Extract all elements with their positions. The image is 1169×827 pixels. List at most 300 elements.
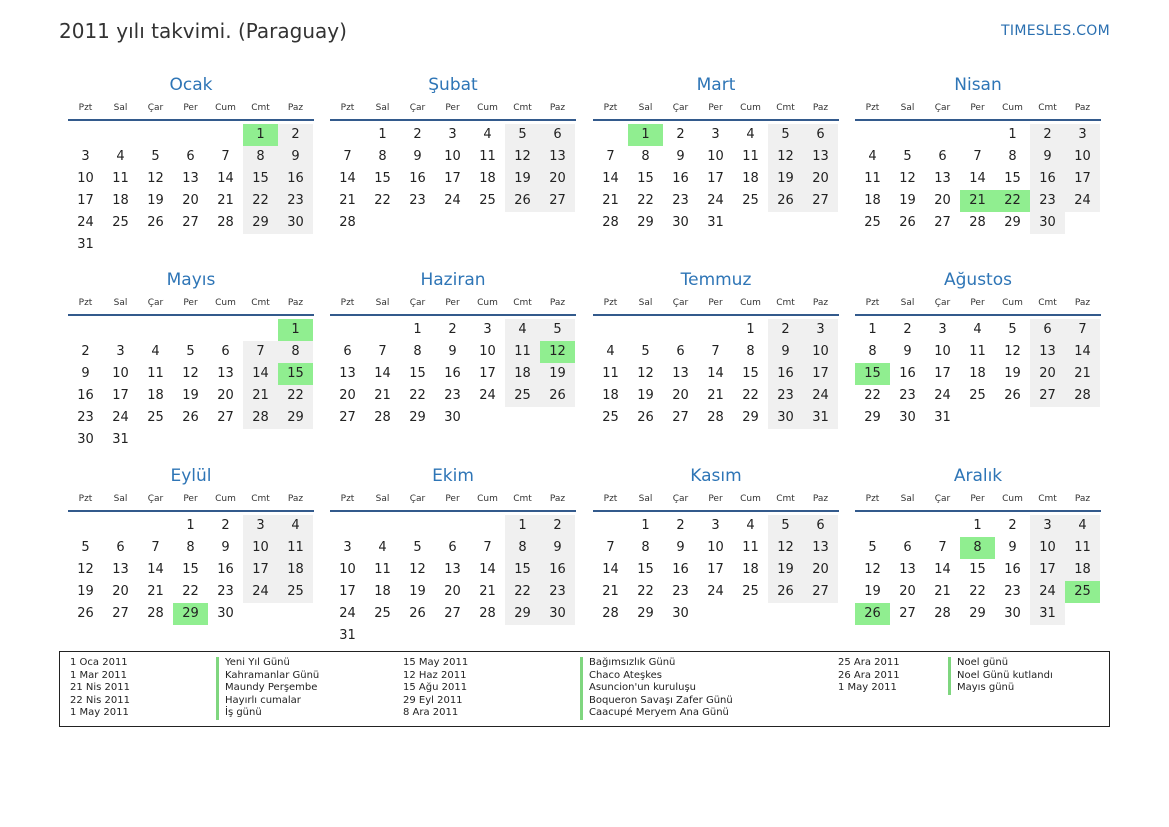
legend-names-column — [216, 657, 319, 720]
day-cell: 22 — [969, 584, 986, 599]
legend-date: 15 May 2011 — [403, 657, 469, 668]
day-grid — [855, 515, 1101, 625]
empty-cell — [855, 515, 890, 537]
day-cell: 2 — [278, 124, 313, 146]
day-cell: 21 — [374, 388, 391, 403]
day-cell: 2 — [413, 127, 422, 142]
day-cell: 10 — [934, 344, 951, 359]
day-cell: 7 — [606, 149, 615, 164]
day-cell: 13 — [540, 146, 575, 168]
weekday-label: Sal — [375, 494, 390, 504]
day-cell: 15 — [1004, 171, 1021, 186]
legend-date: 12 Haz 2011 — [403, 669, 467, 681]
day-cell: 5 — [868, 540, 877, 555]
weekday-label: Pzt — [603, 494, 618, 504]
day-cell: 7 — [378, 344, 387, 359]
day-cell: 7 — [606, 540, 615, 555]
day-cell: 1 — [641, 518, 650, 533]
day-cell: 11 — [742, 149, 759, 164]
day-cell: 8 — [868, 344, 877, 359]
legend-holiday-name: Boqueron Savaşı Zafer Günü — [580, 695, 733, 708]
weekday-label: Çar — [409, 103, 426, 113]
day-cell: 4 — [746, 127, 755, 142]
year-calendar — [68, 73, 1102, 643]
day-cell: 15 — [742, 366, 759, 381]
day-cell: 3 — [116, 344, 125, 359]
weekday-label: Paz — [1074, 494, 1091, 504]
weekday-label: Çar — [147, 103, 164, 113]
weekday-label: Per — [445, 298, 460, 308]
day-cell: 25 — [278, 581, 313, 603]
empty-cell — [68, 515, 103, 537]
day-cell: 24 — [339, 606, 356, 621]
day-cell: 15 — [409, 366, 426, 381]
day-cell: 4 — [116, 149, 125, 164]
day-cell: 5 — [186, 344, 195, 359]
day-cell: 22 — [409, 388, 426, 403]
empty-cell — [628, 319, 663, 341]
weekday-label: Cmt — [513, 494, 532, 504]
month-5 — [68, 268, 314, 451]
empty-cell — [138, 319, 173, 341]
month-title: Şubat — [428, 75, 478, 95]
day-cell: 28 — [374, 410, 391, 425]
weekday-header — [593, 488, 839, 512]
weekday-label: Cmt — [776, 298, 795, 308]
day-cell: 26 — [182, 410, 199, 425]
day-cell: 14 — [602, 562, 619, 577]
day-cell: 13 — [217, 366, 234, 381]
day-cell: 1 — [505, 515, 540, 537]
day-cell: 31 — [1030, 603, 1065, 625]
day-cell: 14 — [243, 363, 278, 385]
day-cell: 5 — [413, 540, 422, 555]
day-cell: 14 — [339, 171, 356, 186]
weekday-label: Sal — [375, 103, 390, 113]
day-cell: 11 — [479, 149, 496, 164]
weekday-label: Sal — [638, 494, 653, 504]
day-cell: 25 — [374, 606, 391, 621]
day-cell: 30 — [1030, 212, 1065, 234]
weekday-label: Paz — [812, 298, 829, 308]
day-cell: 7 — [711, 344, 720, 359]
day-cell: 13 — [112, 562, 129, 577]
day-cell: 30 — [444, 410, 461, 425]
day-cell: 15 — [278, 363, 313, 385]
day-cell: 22 — [637, 193, 654, 208]
empty-cell — [208, 124, 243, 146]
day-cell: 17 — [339, 584, 356, 599]
day-cell: 28 — [934, 606, 951, 621]
day-cell: 31 — [112, 432, 129, 447]
day-grid — [593, 319, 839, 429]
day-cell: 31 — [339, 628, 356, 643]
weekday-label: Cum — [477, 103, 498, 113]
day-cell: 10 — [1065, 146, 1100, 168]
day-cell: 23 — [278, 190, 313, 212]
day-cell: 16 — [444, 366, 461, 381]
weekday-label: Paz — [812, 103, 829, 113]
day-cell: 14 — [479, 562, 496, 577]
day-cell: 27 — [540, 190, 575, 212]
day-cell: 23 — [409, 193, 426, 208]
day-cell: 30 — [899, 410, 916, 425]
day-cell: 4 — [746, 518, 755, 533]
day-cell: 9 — [278, 146, 313, 168]
day-cell: 16 — [278, 168, 313, 190]
day-cell: 26 — [540, 385, 575, 407]
day-cell: 27 — [672, 410, 689, 425]
empty-cell — [68, 124, 103, 146]
weekday-label: Cmt — [1038, 494, 1057, 504]
month-title: Eylül — [170, 466, 212, 486]
day-cell: 3 — [1030, 515, 1065, 537]
day-cell: 25 — [505, 385, 540, 407]
weekday-header — [855, 488, 1101, 512]
day-cell: 4 — [378, 540, 387, 555]
weekday-label: Per — [445, 494, 460, 504]
day-cell: 25 — [147, 410, 164, 425]
weekday-label: Çar — [934, 298, 951, 308]
day-cell: 25 — [742, 584, 759, 599]
weekday-label: Cum — [740, 103, 761, 113]
day-cell: 19 — [540, 363, 575, 385]
day-grid — [330, 124, 576, 234]
weekday-label: Paz — [549, 494, 566, 504]
day-grid — [855, 124, 1101, 234]
day-cell: 24 — [112, 410, 129, 425]
day-cell: 12 — [768, 146, 803, 168]
month-8 — [855, 268, 1101, 429]
weekday-header — [68, 488, 314, 512]
day-cell: 8 — [186, 540, 195, 555]
day-cell: 27 — [339, 410, 356, 425]
day-cell: 10 — [479, 344, 496, 359]
day-cell: 8 — [641, 149, 650, 164]
day-cell: 8 — [243, 146, 278, 168]
weekday-header — [330, 97, 576, 121]
weekday-label: Cum — [215, 103, 236, 113]
day-cell: 29 — [243, 212, 278, 234]
day-grid — [593, 124, 839, 234]
day-cell: 6 — [448, 540, 457, 555]
day-cell: 26 — [768, 190, 803, 212]
day-cell: 21 — [602, 193, 619, 208]
day-cell: 25 — [1065, 581, 1100, 603]
day-cell: 1 — [1008, 127, 1017, 142]
page-title: 2011 yılı takvimi. (Paraguay) — [59, 19, 347, 43]
day-cell: 21 — [479, 584, 496, 599]
day-cell: 14 — [217, 171, 234, 186]
day-cell: 29 — [409, 410, 426, 425]
day-cell: 1 — [628, 124, 663, 146]
day-cell: 12 — [147, 171, 164, 186]
day-cell: 28 — [339, 215, 356, 230]
weekday-label: Cum — [215, 298, 236, 308]
legend-holiday-name: Maundy Perşembe — [216, 682, 319, 695]
weekday-label: Cmt — [251, 103, 270, 113]
day-cell: 24 — [77, 215, 94, 230]
day-cell: 12 — [540, 341, 575, 363]
empty-cell — [365, 319, 400, 341]
day-cell: 14 — [147, 562, 164, 577]
weekday-label: Sal — [638, 103, 653, 113]
weekday-label: Cum — [740, 494, 761, 504]
day-cell: 16 — [1030, 168, 1065, 190]
day-cell: 11 — [864, 171, 881, 186]
day-cell: 9 — [413, 149, 422, 164]
day-cell: 17 — [934, 366, 951, 381]
day-cell: 18 — [1065, 559, 1100, 581]
legend-holiday-name: İş günü — [216, 707, 319, 720]
day-cell: 5 — [903, 149, 912, 164]
day-cell: 23 — [1030, 190, 1065, 212]
day-cell: 20 — [672, 388, 689, 403]
day-cell: 9 — [903, 344, 912, 359]
day-cell: 10 — [444, 149, 461, 164]
day-cell: 23 — [444, 388, 461, 403]
day-cell: 26 — [505, 190, 540, 212]
day-grid — [855, 319, 1101, 429]
legend-date: 15 Ağu 2011 — [403, 682, 468, 694]
month-title: Temmuz — [680, 270, 752, 290]
day-cell: 7 — [1065, 319, 1100, 341]
weekday-label: Cmt — [776, 103, 795, 113]
day-cell: 26 — [637, 410, 654, 425]
empty-cell — [663, 319, 698, 341]
month-title: Aralık — [953, 466, 1003, 486]
day-cell: 2 — [540, 515, 575, 537]
day-cell: 4 — [483, 127, 492, 142]
day-cell: 8 — [1008, 149, 1017, 164]
day-cell: 14 — [707, 366, 724, 381]
day-cell: 27 — [899, 606, 916, 621]
weekday-label: Pzt — [78, 494, 93, 504]
day-cell: 5 — [768, 124, 803, 146]
weekday-label: Per — [970, 298, 985, 308]
weekday-label: Pzt — [865, 494, 880, 504]
day-cell: 6 — [343, 344, 352, 359]
empty-cell — [365, 515, 400, 537]
day-cell: 15 — [637, 171, 654, 186]
day-cell: 6 — [903, 540, 912, 555]
day-cell: 4 — [278, 515, 313, 537]
day-cell: 28 — [147, 606, 164, 621]
empty-cell — [435, 515, 470, 537]
weekday-label: Paz — [287, 103, 304, 113]
day-cell: 21 — [934, 584, 951, 599]
day-cell: 7 — [221, 149, 230, 164]
legend-date: 22 Nis 2011 — [70, 694, 130, 706]
day-cell: 30 — [278, 212, 313, 234]
day-cell: 5 — [1008, 322, 1017, 337]
empty-cell — [855, 124, 890, 146]
weekday-header — [593, 292, 839, 316]
day-cell: 1 — [378, 127, 387, 142]
day-grid — [68, 319, 314, 451]
day-cell: 23 — [77, 410, 94, 425]
weekday-label: Çar — [147, 298, 164, 308]
day-cell: 30 — [77, 432, 94, 447]
day-cell: 11 — [112, 171, 129, 186]
day-cell: 26 — [1004, 388, 1021, 403]
day-cell: 8 — [960, 537, 995, 559]
day-cell: 12 — [899, 171, 916, 186]
day-grid — [330, 515, 576, 647]
weekday-label: Pzt — [603, 298, 618, 308]
legend-holiday-name: Noel günü — [948, 657, 1053, 670]
day-cell: 26 — [409, 606, 426, 621]
weekday-label: Paz — [812, 494, 829, 504]
day-cell: 22 — [995, 190, 1030, 212]
day-cell: 17 — [803, 363, 838, 385]
weekday-label: Cmt — [776, 494, 795, 504]
weekday-header — [330, 292, 576, 316]
day-cell: 22 — [637, 584, 654, 599]
day-cell: 15 — [182, 562, 199, 577]
month-title: Haziran — [420, 270, 486, 290]
day-cell: 12 — [182, 366, 199, 381]
day-cell: 13 — [672, 366, 689, 381]
day-cell: 1 — [278, 319, 313, 341]
day-cell: 13 — [803, 146, 838, 168]
day-cell: 22 — [374, 193, 391, 208]
day-cell: 28 — [707, 410, 724, 425]
day-grid — [68, 124, 314, 256]
day-cell: 24 — [803, 385, 838, 407]
weekday-label: Per — [970, 103, 985, 113]
day-cell: 1 — [413, 322, 422, 337]
legend-date: 29 Eyl 2011 — [403, 694, 463, 706]
day-cell: 10 — [803, 341, 838, 363]
brand-link[interactable]: TIMESLES.COM — [1001, 23, 1110, 39]
day-cell: 24 — [243, 581, 278, 603]
day-cell: 15 — [855, 363, 890, 385]
day-cell: 7 — [343, 149, 352, 164]
weekday-label: Cmt — [251, 494, 270, 504]
month-title: Nisan — [954, 75, 1002, 95]
day-cell: 4 — [151, 344, 160, 359]
weekday-header — [68, 292, 314, 316]
legend-holiday-name: Yeni Yıl Günü — [216, 657, 319, 670]
holiday-legend — [59, 651, 1110, 727]
day-cell: 3 — [938, 322, 947, 337]
day-cell: 18 — [112, 193, 129, 208]
legend-names-column — [580, 657, 733, 720]
day-cell: 23 — [672, 584, 689, 599]
legend-date: 25 Ara 2011 — [838, 657, 900, 668]
weekday-label: Cum — [477, 494, 498, 504]
day-cell: 9 — [540, 537, 575, 559]
day-cell: 21 — [147, 584, 164, 599]
month-title: Mayıs — [166, 270, 216, 290]
day-cell: 9 — [676, 149, 685, 164]
day-cell: 14 — [969, 171, 986, 186]
legend-date: 26 Ara 2011 — [838, 669, 900, 681]
weekday-label: Çar — [934, 103, 951, 113]
weekday-label: Paz — [1074, 298, 1091, 308]
weekday-label: Per — [183, 298, 198, 308]
day-cell: 19 — [768, 559, 803, 581]
day-cell: 16 — [672, 171, 689, 186]
day-cell: 19 — [637, 388, 654, 403]
day-cell: 3 — [243, 515, 278, 537]
day-cell: 13 — [182, 171, 199, 186]
weekday-label: Pzt — [340, 103, 355, 113]
legend-names-column — [948, 657, 1053, 695]
day-cell: 30 — [768, 407, 803, 429]
day-cell: 25 — [969, 388, 986, 403]
legend-date: 1 May 2011 — [70, 707, 129, 719]
day-cell: 20 — [444, 584, 461, 599]
day-cell: 10 — [77, 171, 94, 186]
day-cell: 20 — [1030, 363, 1065, 385]
day-cell: 29 — [278, 407, 313, 429]
day-cell: 22 — [278, 385, 313, 407]
day-cell: 21 — [602, 584, 619, 599]
day-cell: 10 — [1030, 537, 1065, 559]
day-cell: 6 — [803, 515, 838, 537]
day-cell: 19 — [77, 584, 94, 599]
day-cell: 3 — [448, 127, 457, 142]
day-cell: 5 — [540, 319, 575, 341]
month-12 — [855, 464, 1101, 625]
day-cell: 29 — [173, 603, 208, 625]
month-9 — [68, 464, 314, 625]
day-cell: 6 — [116, 540, 125, 555]
weekday-label: Per — [183, 103, 198, 113]
day-cell: 4 — [973, 322, 982, 337]
day-cell: 21 — [243, 385, 278, 407]
day-cell: 25 — [602, 410, 619, 425]
day-cell: 12 — [409, 562, 426, 577]
day-cell: 16 — [768, 363, 803, 385]
weekday-header — [593, 97, 839, 121]
weekday-label: Cmt — [513, 103, 532, 113]
day-cell: 14 — [374, 366, 391, 381]
day-cell: 2 — [221, 518, 230, 533]
day-cell: 21 — [339, 193, 356, 208]
day-cell: 16 — [672, 562, 689, 577]
day-cell: 2 — [1030, 124, 1065, 146]
day-cell: 7 — [938, 540, 947, 555]
legend-holiday-name: Asuncion'un kuruluşu — [580, 682, 733, 695]
day-cell: 12 — [768, 537, 803, 559]
weekday-label: Sal — [113, 494, 128, 504]
day-cell: 20 — [339, 388, 356, 403]
day-cell: 20 — [217, 388, 234, 403]
empty-cell — [173, 319, 208, 341]
legend-date: 1 Oca 2011 — [70, 657, 128, 668]
day-cell: 17 — [112, 388, 129, 403]
day-cell: 19 — [768, 168, 803, 190]
legend-holiday-name: Mayıs günü — [948, 682, 1053, 695]
day-cell: 22 — [182, 584, 199, 599]
day-cell: 19 — [899, 193, 916, 208]
legend-dates-column — [838, 657, 900, 695]
day-cell: 4 — [505, 319, 540, 341]
weekday-label: Per — [708, 494, 723, 504]
day-cell: 6 — [186, 149, 195, 164]
weekday-label: Cmt — [251, 298, 270, 308]
day-cell: 5 — [641, 344, 650, 359]
day-cell: 28 — [479, 606, 496, 621]
day-cell: 25 — [742, 193, 759, 208]
day-cell: 26 — [77, 606, 94, 621]
day-cell: 2 — [676, 518, 685, 533]
day-cell: 24 — [479, 388, 496, 403]
weekday-label: Çar — [147, 494, 164, 504]
